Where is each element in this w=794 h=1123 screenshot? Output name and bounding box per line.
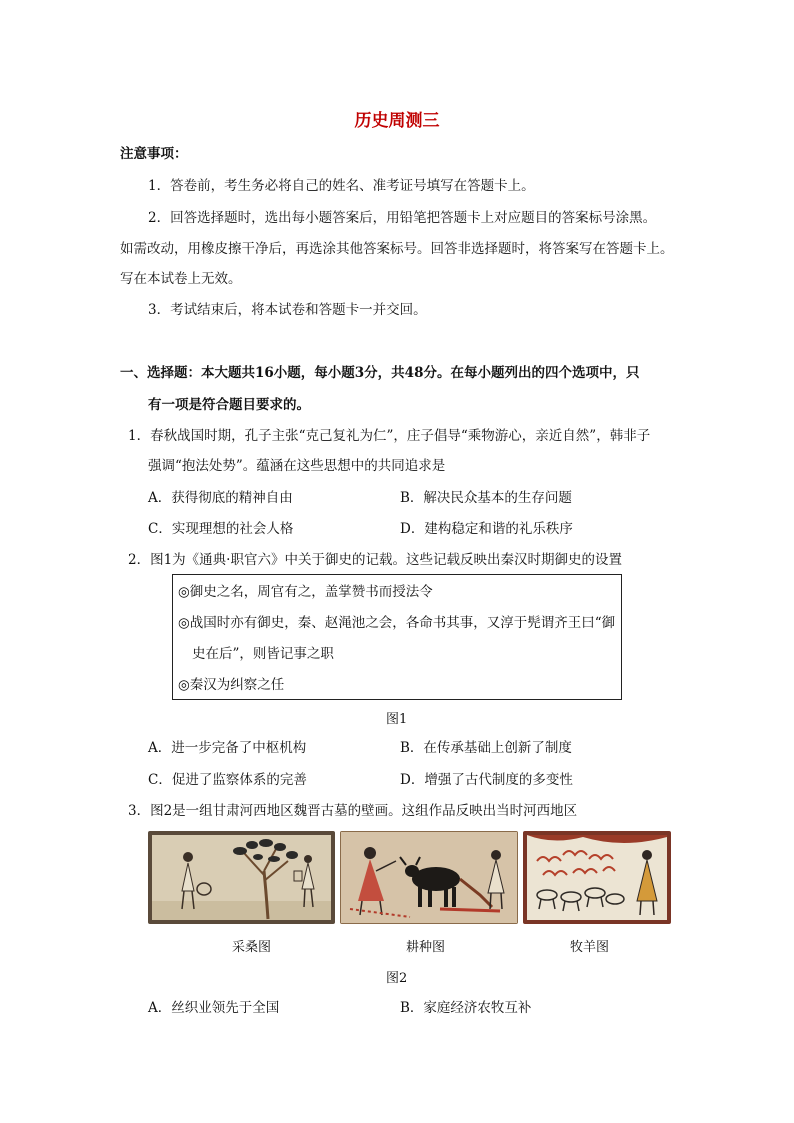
q2-option-b: B．在传承基础上创新了制度 [400, 740, 572, 756]
q2-box-line1: ◎御史之名，周官有之，盖掌赞书而授法令 [178, 584, 433, 600]
q1-option-d: D．建构稳定和谐的礼乐秩序 [400, 521, 573, 537]
q1-stem-line2: 强调“抱法处势”。蕴涵在这些思想中的共同追求是 [148, 458, 446, 474]
q2-box-line4: ◎秦汉为纠察之任 [178, 677, 285, 693]
q1-stem-line1: 1．春秋战国时期，孔子主张“克己复礼为仁”，庄子倡导“乘物游心，亲近自然”，韩非子 [128, 428, 651, 444]
note-item-1: 1．答卷前，考生务必将自己的姓名、准考证号填写在答题卡上。 [148, 178, 535, 194]
q2-box-line2: ◎战国时亦有御史，秦、赵渑池之会，各命书其事，又淳于髡谓齐王曰“御 [178, 615, 616, 631]
figure-2-caption: 图2 [386, 971, 408, 986]
plowing-label: 耕种图 [406, 940, 446, 955]
mulberry-mural-image [148, 831, 335, 924]
q1-option-b: B．解决民众基本的生存问题 [400, 490, 572, 506]
note-item-2-cont2: 写在本试卷上无效。 [120, 271, 242, 287]
q1-option-a: A．获得彻底的精神自由 [148, 490, 293, 506]
mulberry-label: 采桑图 [232, 940, 272, 955]
figure-1-caption: 图1 [386, 712, 408, 727]
plowing-mural-image [340, 831, 518, 924]
q3-option-b: B．家庭经济农牧互补 [400, 1000, 532, 1016]
herding-label: 牧羊图 [570, 940, 610, 955]
q3-option-a: A．丝织业领先于全国 [148, 1000, 280, 1016]
herding-mural-image [523, 831, 671, 924]
section-heading-line1: 一、选择题：本大题共16小题，每小题3分，共48分。在每小题列出的四个选项中，只 [120, 365, 640, 381]
q1-option-c: C．实现理想的社会人格 [148, 521, 294, 537]
q2-stem: 2．图1为《通典·职官六》中关于御史的记载。这些记载反映出秦汉时期御史的设置 [128, 552, 622, 568]
notes-heading: 注意事项： [120, 146, 188, 162]
note-item-2-cont: 如需改动，用橡皮擦干净后，再选涂其他答案标号。回答非选择题时，将答案写在答题卡上。 [120, 241, 674, 257]
q3-stem: 3．图2是一组甘肃河西地区魏晋古墓的壁画。这组作品反映出当时河西地区 [128, 803, 578, 819]
note-item-3: 3．考试结束后，将本试卷和答题卡一并交回。 [148, 302, 427, 318]
q2-option-a: A．进一步完备了中枢机构 [148, 740, 307, 756]
q2-option-c: C．促进了监察体系的完善 [148, 772, 307, 788]
note-item-2: 2．回答选择题时，选出每小题答案后，用铅笔把答题卡上对应题目的答案标号涂黑。 [148, 210, 657, 226]
section-heading-line2: 有一项是符合题目要求的。 [148, 397, 310, 413]
q2-box-line3: 史在后”，则皆记事之职 [192, 646, 334, 662]
page-title: 历史周测三 [354, 111, 440, 131]
q2-option-d: D．增强了古代制度的多变性 [400, 772, 573, 788]
